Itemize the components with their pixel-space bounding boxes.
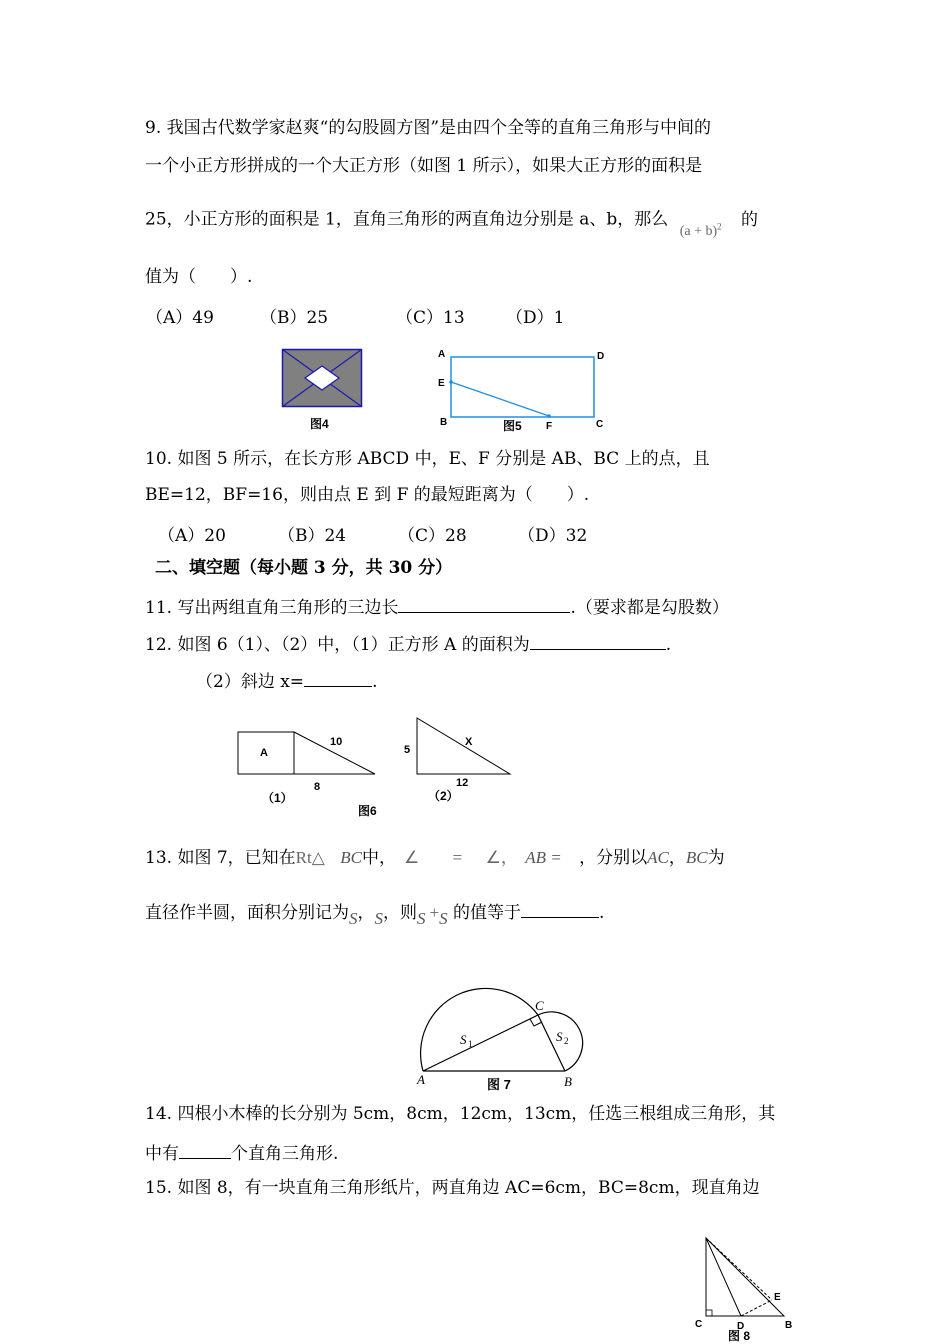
q14-line-2-end: 个直角三角形. [231, 1144, 339, 1164]
q12-answer-blank-1[interactable] [530, 631, 666, 650]
figure-7 [405, 978, 600, 1090]
fig7-label-s1: S [460, 1032, 467, 1047]
fig7-label-b: B [564, 1074, 572, 1089]
q11-answer-blank[interactable] [398, 594, 570, 613]
q9-formula-base: (a + b) [679, 223, 718, 239]
q13-ac: AC [647, 848, 669, 867]
fig7-side-ac [423, 1015, 538, 1071]
q11 [145, 594, 729, 619]
q12-line-1 [145, 631, 671, 656]
q12-line-2-text: （2）斜边 x= [196, 672, 305, 692]
q13-s1-sum: S [417, 909, 426, 928]
fig8-label-b: B [785, 1320, 793, 1331]
fig8-caption: 图 8 [728, 1329, 751, 1343]
q11-text: 11. 写出两组直角三角形的三边长 [145, 598, 399, 618]
q10-line-1: 10. 如图 5 所示，在长方形 ABCD 中，E、F 分别是 AB、BC 上的点，且 [145, 449, 710, 469]
q13-angle-1: ∠ [403, 848, 420, 867]
q9-formula [679, 221, 722, 239]
q13-ab: AB = [525, 848, 562, 867]
fig5-point-f [547, 414, 551, 418]
fig7-label-a: A [417, 1072, 425, 1087]
fig6-label-a: A [260, 747, 268, 759]
q10-option-d: （D）32 [518, 526, 588, 546]
section-2-title: 二、填空题（每小题 3 分，共 30 分） [155, 558, 453, 578]
fig5-label-f: F [546, 421, 553, 432]
q10-option-b: （B）24 [278, 526, 347, 546]
fig7-semicircle-ac [421, 988, 538, 1071]
q15-line-1: 15. 如图 8，有一块直角三角形纸片，两直角边 AC=6cm，BC=8cm，现直角边 [145, 1178, 760, 1198]
fig6-label-part1: （1） [262, 791, 293, 805]
q13-line-2 [145, 899, 605, 928]
q9-option-a: （A）49 [146, 308, 214, 328]
figure-8 [692, 1236, 798, 1342]
q13-s2-sum: S [439, 909, 448, 928]
fig4-caption: 图4 [310, 417, 329, 431]
figure-6 [236, 716, 516, 820]
q14-line-1: 14. 四根小木棒的长分别为 5cm，8cm，12cm，13cm，任选三根组成三角形，其 [145, 1104, 776, 1124]
q13-bc: BC [340, 848, 362, 867]
fig5-label-c: C [596, 419, 604, 430]
fig7-label-s2-sub: 2 [564, 1036, 569, 1046]
q14-line-2 [145, 1140, 338, 1165]
q11-suffix: .（要求都是勾股数） [570, 598, 729, 618]
q13-s2: S [374, 909, 383, 928]
q9-line-1: 9. 我国古代数学家赵爽“的勾股圆方图”是由四个全等的直角三角形与中间的 [145, 118, 712, 138]
q13-s1: S [349, 909, 358, 928]
fig5-label-e: E [438, 378, 445, 389]
q13-text-2: 中， [361, 848, 396, 868]
q9-option-d: （D）1 [506, 308, 565, 328]
q13-text-1: 13. 如图 7，已知在 [145, 848, 296, 868]
q12-answer-blank-2[interactable] [304, 668, 372, 687]
q13-then: ，则 [383, 903, 417, 923]
q9-line-2: 一个小正方形拼成的一个大正方形（如图 1 所示），如果大正方形的面积是 [145, 156, 703, 176]
q9-line-3-end: 的 [741, 209, 759, 230]
fig8-label-e: E [774, 1292, 781, 1303]
q13-bc-2: BC [685, 848, 708, 867]
fig6-label-part2: （2） [428, 789, 459, 803]
q10-line-2: BE=12，BF=16，则由点 E 到 F 的最短距离为（ ）. [145, 485, 590, 505]
q12-line-1-end: . [665, 635, 672, 655]
fig7-label-s2: S [556, 1029, 563, 1044]
fig5-rectangle [451, 357, 594, 417]
fig6-label-10: 10 [330, 736, 343, 748]
q13-text-5: 为 [707, 848, 725, 868]
fig5-label-a: A [438, 349, 446, 360]
q9-line-3 [145, 205, 759, 239]
q10-option-a: （A）20 [158, 526, 226, 546]
q9-option-b: （B）25 [260, 308, 329, 328]
q13-text-3: ，分别以 [579, 848, 648, 868]
fig7-label-s1-sub: 1 [468, 1039, 473, 1049]
fig6-caption: 图6 [358, 804, 377, 818]
q13-line-1 [145, 847, 725, 869]
q9-line-4: 值为（ ）. [145, 267, 253, 287]
fig6-triangle-2 [417, 718, 510, 774]
q13-text-4: ， [668, 848, 686, 868]
q13-comma: ， [357, 903, 375, 923]
q13-plus: + [429, 903, 440, 922]
fig5-segment-ef [451, 382, 549, 416]
q9-formula-exp: 2 [717, 221, 722, 231]
q9-option-c: （C）13 [396, 308, 465, 328]
q13-line-2-end: 的值等于 [453, 903, 521, 923]
q10-option-c: （C）28 [398, 526, 467, 546]
fig8-fold-ad [706, 1238, 741, 1316]
fig6-label-12: 12 [456, 777, 469, 789]
q9-line-3-text: 25，小正方形的面积是 1，直角三角形的两直角边分别是 a、b，那么 [145, 209, 669, 230]
fig8-triangle [706, 1238, 784, 1316]
q12-line-2 [196, 668, 377, 693]
q14-answer-blank[interactable] [179, 1140, 231, 1159]
fig6-label-8: 8 [314, 781, 321, 793]
fig6-label-x: X [465, 736, 473, 748]
fig8-label-c: C [695, 1319, 703, 1330]
fig5-label-d: D [597, 351, 605, 362]
q13-rt: Rt△ [295, 848, 325, 867]
q14-line-2-text: 中有 [145, 1144, 179, 1164]
q13-line-2-text: 直径作半圆，面积分别记为 [145, 903, 349, 923]
fig6-label-5: 5 [404, 744, 411, 756]
fig5-label-b: B [440, 417, 448, 428]
fig8-label-d: D [737, 1321, 745, 1332]
figure-4 [282, 349, 364, 433]
figure-5 [436, 348, 611, 434]
q13-answer-blank[interactable] [521, 899, 599, 918]
fig5-point-e [449, 380, 453, 384]
fig8-right-angle-mark [706, 1310, 712, 1316]
q12-line-2-end: . [372, 672, 378, 692]
q13-eq: = [452, 848, 463, 867]
q12-line-1-text: 12. 如图 6（1）、（2）中，（1）正方形 A 的面积为 [145, 635, 530, 655]
q13-end: . [599, 903, 605, 923]
fig7-caption: 图 7 [487, 1077, 511, 1092]
fig7-label-c: C [535, 998, 544, 1013]
fig5-caption: 图5 [503, 419, 522, 433]
q13-angle-2: ∠， [485, 848, 518, 867]
fig8-fold-de [741, 1300, 772, 1316]
